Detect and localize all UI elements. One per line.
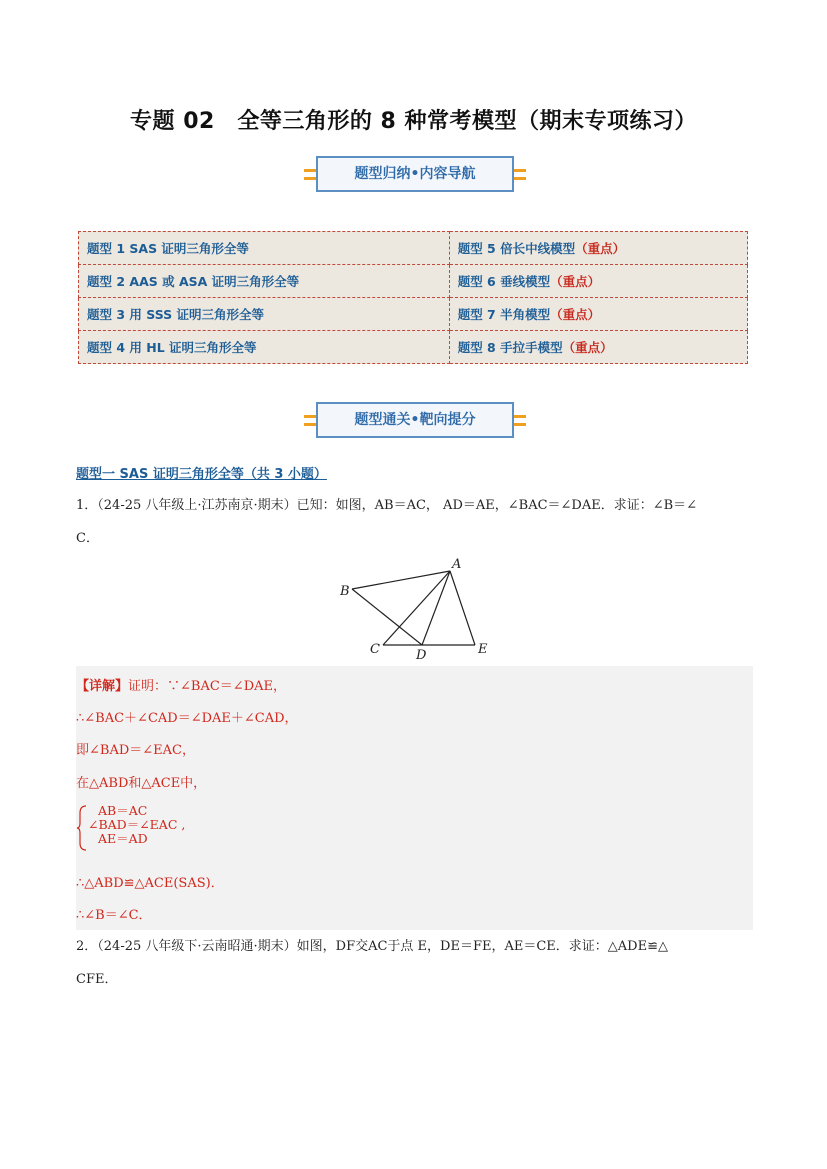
- solution-line-2: ∴∠BAC＋∠CAD＝∠DAE＋∠CAD，: [76, 711, 298, 726]
- question-2-line2: CFE．: [76, 972, 118, 987]
- solution-line-5: ∴△ABD≌△ACE(SAS)．: [76, 876, 224, 891]
- label-b: B: [340, 584, 350, 599]
- nav-banner-label: 题型归纳•内容导航: [316, 156, 514, 192]
- question-2: [76, 930, 752, 996]
- topic-nav-table: [78, 231, 748, 364]
- practice-banner-label: 题型通关•靶向提分: [316, 402, 514, 438]
- solution-box: [76, 666, 753, 930]
- brace-system: [88, 804, 185, 846]
- table-row: [79, 331, 748, 364]
- topic-link-1[interactable]: 题型 1 SAS 证明三角形全等: [79, 232, 450, 265]
- triangle-figure: [330, 553, 500, 661]
- topic-link-8[interactable]: 题型 8 手拉手模型（重点）: [449, 331, 747, 364]
- topic-link-4[interactable]: 题型 4 用 HL 证明三角形全等: [79, 331, 450, 364]
- solution-line-3: 即∠BAD＝∠EAC，: [76, 743, 195, 758]
- brace-row-3: AE＝AD: [98, 831, 148, 846]
- question-1-line2: C．: [76, 531, 99, 546]
- table-row: [79, 232, 748, 265]
- label-c: C: [370, 642, 380, 657]
- section-heading: 题型一 SAS 证明三角形全等（共 3 小题）: [76, 467, 327, 482]
- table-row: [79, 265, 748, 298]
- question-1: [76, 489, 752, 555]
- page-title: 专题 02 全等三角形的 8 种常考模型（期末专项练习）: [130, 109, 697, 134]
- label-e: E: [478, 642, 488, 657]
- brace-icon: [76, 805, 88, 851]
- topic-link-5[interactable]: 题型 5 倍长中线模型（重点）: [449, 232, 747, 265]
- solution-line-4: 在△ABD和△ACE中，: [76, 776, 207, 791]
- table-row: [79, 298, 748, 331]
- brace-row-2: ∠BAD＝∠EAC ,: [88, 817, 186, 832]
- question-1-line1: 1．（24-25 八年级上·江苏南京·期末）已知：如图，AB＝AC， AD＝AE，∠BAC＝∠DAE．求证：∠B＝∠: [76, 498, 698, 513]
- topic-link-6[interactable]: 题型 6 垂线模型（重点）: [449, 265, 747, 298]
- brace-row-1: AB＝AC: [98, 803, 148, 818]
- topic-link-7[interactable]: 题型 7 半角模型（重点）: [449, 298, 747, 331]
- topic-link-3[interactable]: 题型 3 用 SSS 证明三角形全等: [79, 298, 450, 331]
- solution-line-1: 【详解】证明：∵∠BAC＝∠DAE，: [76, 679, 286, 694]
- solution-line-6: ∴∠B＝∠C．: [76, 908, 152, 923]
- label-d: D: [416, 648, 427, 661]
- practice-banner: [0, 402, 827, 442]
- label-a: A: [452, 557, 462, 572]
- topic-link-2[interactable]: 题型 2 AAS 或 ASA 证明三角形全等: [79, 265, 450, 298]
- question-2-line1: 2．（24-25 八年级下·云南昭通·期末）如图，DF交AC于点 E，DE＝FE，AE＝CE．求证：△ADE≌△: [76, 939, 668, 954]
- nav-banner: [0, 156, 827, 196]
